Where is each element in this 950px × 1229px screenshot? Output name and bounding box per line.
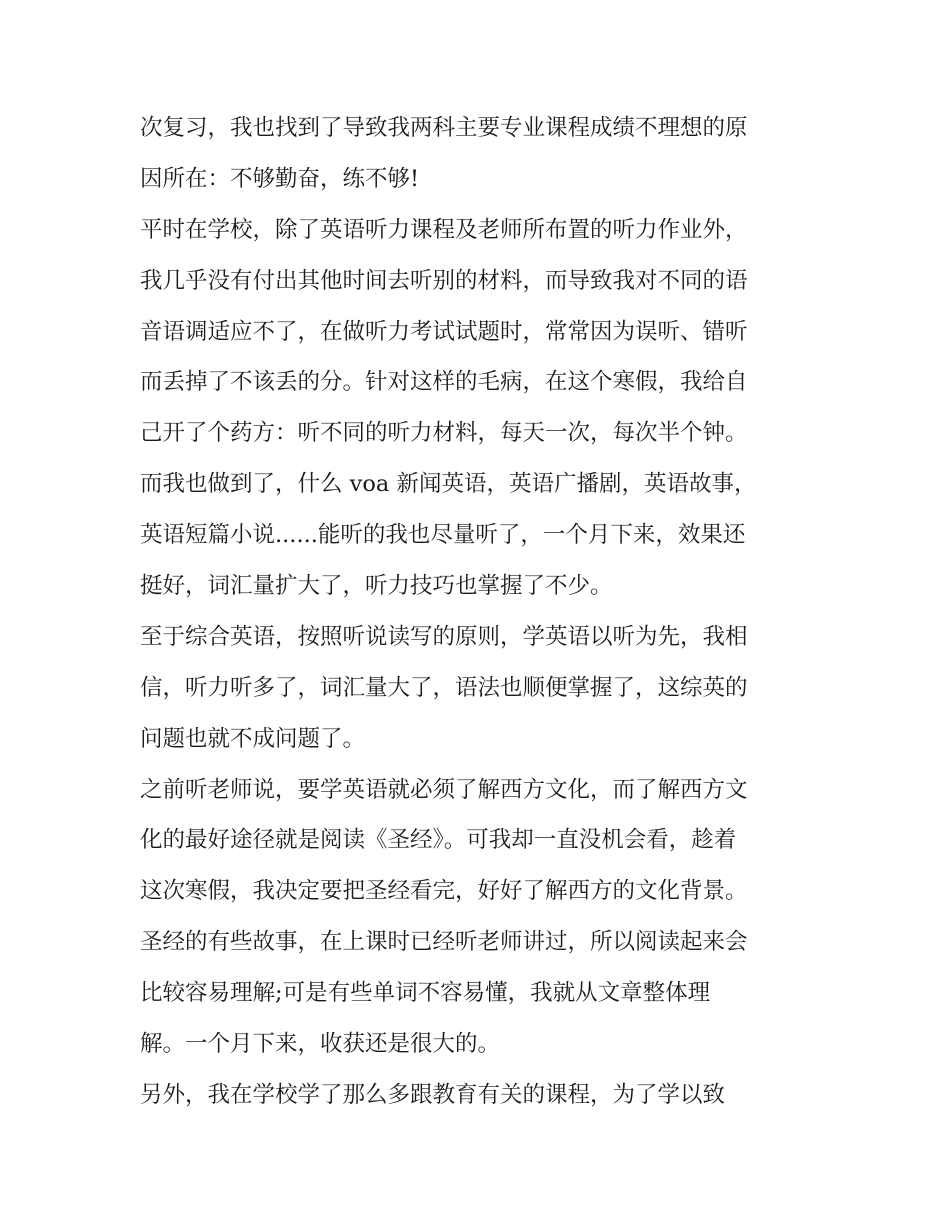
text-line: 次复习，我也找到了导致我两科主要专业课程成绩不理想的原	[140, 115, 748, 141]
text-line: 而我也做到了，什么 voa 新闻英语，英语广播剧，英语故事，	[140, 471, 757, 498]
text-line: 信，听力听多了，词汇量大了，语法也顺便掌握了，这综英的	[140, 674, 748, 701]
text-line: 问题也就不成问题了。	[140, 725, 366, 752]
text-line: 比较容易理解;可是有些单词不容易懂，我就从文章整体理	[140, 980, 711, 1007]
text-line: 音语调适应不了，在做听力考试试题时，常常因为误听、错听	[140, 318, 748, 345]
text-line: 己开了个药方：听不同的听力材料，每天一次，每次半个钟。	[140, 420, 748, 447]
text-line: 而丢掉了不该丢的分。针对这样的毛病，在这个寒假，我给自	[140, 369, 748, 396]
text-line: 化的最好途径就是阅读《圣经》。可我却一直没机会看，趁着	[140, 827, 737, 854]
text-line: 我几乎没有付出其他时间去听别的材料，而导致我对不同的语	[140, 267, 748, 294]
text-line: 解。一个月下来，收获还是很大的。	[140, 1031, 501, 1058]
text-line: 另外，我在学校学了那么多跟教育有关的课程，为了学以致	[140, 1081, 726, 1108]
document-body	[140, 103, 820, 1121]
text-line: 平时在学校，除了英语听力课程及老师所布置的听力作业外，	[140, 216, 748, 243]
text-line: 至于综合英语，按照听说读写的原则，学英语以听为先，我相	[140, 623, 748, 650]
text-line: 因所在：不够勤奋，练不够!	[140, 165, 420, 192]
text-line: 挺好，词汇量扩大了，听力技巧也掌握了不少。	[140, 573, 613, 600]
text-line: 圣经的有些故事，在上课时已经听老师讲过，所以阅读起来会	[140, 929, 748, 956]
text-line: 英语短篇小说......能听的我也尽量听了，一个月下来，效果还	[140, 522, 746, 549]
text-line: 之前听老师说，要学英语就必须了解西方文化，而了解西方文	[140, 776, 748, 803]
text-line: 这次寒假，我决定要把圣经看完，好好了解西方的文化背景。	[140, 878, 748, 905]
